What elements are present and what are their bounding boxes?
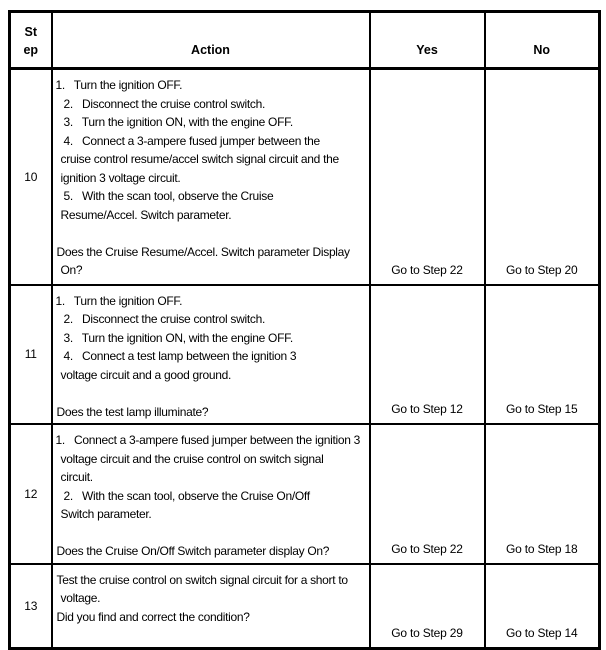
action-line: circuit. (60, 470, 93, 484)
action-line: 1. Turn the ignition OFF. (55, 78, 183, 92)
step-number: 13 (10, 564, 52, 649)
action-question-line: Does the test lamp illuminate? (56, 404, 209, 419)
step-number: 10 (10, 69, 52, 285)
action-line: 4. Connect a 3-ampere fused jumper between the (63, 133, 320, 148)
action-line: 2. Disconnect the cruise control switch. (63, 312, 265, 326)
action-line: 1. Connect a 3-ampere fused jumper between the ignition 3 (55, 433, 360, 447)
action-line: voltage circuit and the cruise control on switch signal (60, 451, 324, 466)
table-row-step-10 (10, 69, 600, 285)
action-line: 4. Connect a test lamp between the ignition 3 (63, 349, 297, 363)
action-cell (52, 564, 370, 649)
action-line: voltage. (60, 591, 101, 605)
action-line: 2. Disconnect the cruise control switch. (63, 96, 265, 111)
no-cell: Go to Step 20 (485, 69, 600, 285)
action-question-line: On? (60, 263, 83, 277)
yes-cell: Go to Step 22 (370, 424, 485, 564)
action-line: cruise control resume/accel switch signal circuit and the (60, 152, 339, 166)
header-step-line2: ep (23, 43, 39, 57)
action-question-line: Does the Cruise Resume/Accel. Switch parameter Display (56, 244, 350, 259)
header-action: Action (52, 12, 370, 69)
action-line: ignition 3 voltage circuit. (60, 170, 181, 185)
action-line: 2. With the scan tool, observe the Cruise On/Off (63, 488, 310, 503)
action-question-line: Did you find and correct the condition? (56, 609, 250, 624)
header-no: No (485, 12, 600, 69)
action-cell (52, 69, 370, 285)
header-yes: Yes (370, 12, 485, 69)
action-line: Resume/Accel. Switch parameter. (60, 207, 232, 222)
yes-cell: Go to Step 22 (370, 69, 485, 285)
step-number: 11 (10, 285, 52, 425)
action-line: Switch parameter. (60, 507, 152, 521)
action-line: voltage circuit and a good ground. (60, 367, 232, 382)
action-line: 1. Turn the ignition OFF. (55, 293, 183, 308)
yes-cell: Go to Step 12 (370, 285, 485, 425)
yes-cell: Go to Step 29 (370, 564, 485, 649)
action-blank-line (55, 524, 367, 543)
table-row-step-11 (10, 285, 600, 425)
action-blank-line (55, 384, 367, 403)
action-line: 5. With the scan tool, observe the Cruise (63, 189, 274, 203)
header-step (10, 12, 52, 69)
action-blank-line (55, 224, 367, 243)
action-cell (52, 285, 370, 425)
action-line: 3. Turn the ignition ON, with the engine OFF. (63, 115, 293, 129)
header-row (10, 12, 600, 69)
step-number: 12 (10, 424, 52, 564)
diagnostic-step-table (8, 10, 601, 650)
action-line: 3. Turn the ignition ON, with the engine OFF. (63, 330, 293, 345)
action-line: Test the cruise control on switch signal circuit for a short to (56, 572, 348, 587)
no-cell: Go to Step 15 (485, 285, 600, 425)
action-cell (52, 424, 370, 564)
header-step-line1: St (24, 25, 37, 39)
no-cell: Go to Step 18 (485, 424, 600, 564)
table-row-step-13 (10, 564, 600, 649)
no-cell: Go to Step 14 (485, 564, 600, 649)
action-question-line: Does the Cruise On/Off Switch parameter display On? (56, 544, 330, 558)
table-row-step-12 (10, 424, 600, 564)
